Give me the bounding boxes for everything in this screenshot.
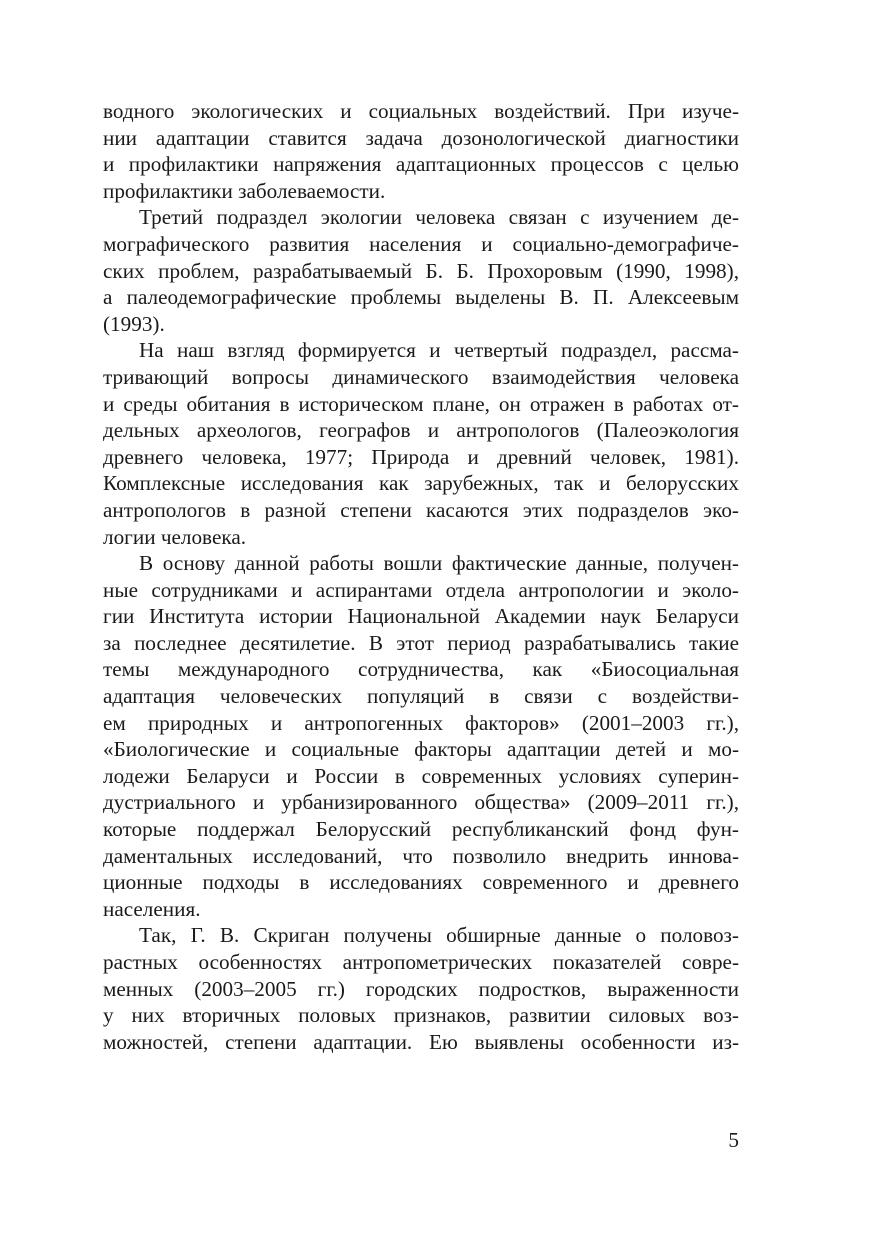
text-line: ем природных и антропогенных факторов» (2001–2003 гг.),	[103, 710, 739, 735]
text-line: В основу данной работы вошли фактические данные, получен-	[139, 551, 739, 576]
text-line: ционные подходы в исследованиях современного и древнего	[103, 870, 739, 895]
text-line: На наш взгляд формируется и четвертый подраздел, рассма-	[139, 338, 739, 363]
text-line: у них вторичных половых признаков, развитии силовых воз-	[103, 1003, 739, 1028]
text-line: даментальных исследований, что позволило внедрить иннова-	[103, 843, 739, 868]
text-line: и профилактики напряжения адаптационных процессов с целью	[103, 152, 739, 177]
page-body	[103, 98, 739, 1055]
text-line: ные сотрудниками и аспирантами отдела антропологии и эколо-	[103, 577, 739, 602]
text-line: и среды обитания в историческом плане, он отражен в работах от-	[103, 391, 739, 416]
text-line: водного экологических и социальных воздействий. При изуче-	[103, 99, 739, 123]
text-line: дустриального и урбанизированного общества» (2009–2011 гг.),	[103, 790, 739, 815]
text-line: населения.	[103, 896, 201, 921]
text-line: нии адаптации ставится задача дозонологической диагностики	[103, 125, 739, 150]
text-line: логии человека.	[103, 524, 247, 549]
text-line: за последнее десятилетие. В этот период разрабатывались такие	[103, 630, 739, 655]
text-line: (1993).	[103, 311, 165, 336]
text-line: лодежи Беларуси и России в современных условиях суперин-	[103, 763, 739, 788]
paragraph-third-subsection	[103, 204, 739, 337]
text-line: растных особенностях антропометрических показателей совре-	[103, 950, 739, 974]
paragraph-skrigan-data	[103, 922, 739, 1055]
text-line: древнего человека, 1977; Природа и древний человек, 1981).	[103, 444, 739, 469]
text-line: тривающий вопросы динамического взаимодействия человека	[103, 364, 739, 389]
text-line: адаптация человеческих популяций в связи с воздействи-	[103, 684, 739, 709]
text-line: а палеодемографические проблемы выделены В. П. Алексеевым	[103, 285, 739, 310]
text-line: дельных археологов, географов и антропологов (Палеоэкология	[103, 418, 739, 443]
text-line: менных (2003–2005 гг.) городских подростков, выраженности	[103, 976, 739, 1001]
text-line: Третий подраздел экологии человека связан с изучением де-	[139, 205, 739, 230]
text-line: которые поддержал Белорусский республиканский фонд фун-	[103, 817, 739, 842]
text-line: темы международного сотрудничества, как «Биосоциальная	[103, 657, 739, 682]
text-line: ских проблем, разрабатываемый Б. Б. Прохоровым (1990, 1998),	[103, 258, 739, 283]
text-line: мографического развития населения и социально-демографиче-	[103, 231, 739, 256]
paragraph-fourth-subsection	[103, 337, 739, 550]
page-number: 5	[728, 1128, 739, 1152]
text-line: можностей, степени адаптации. Ею выявлены особенности из-	[103, 1029, 739, 1054]
paragraph-research-basis	[103, 550, 739, 922]
text-line: антропологов в разной степени касаются этих подразделов эко-	[103, 497, 739, 522]
text-line: Комплексные исследования как зарубежных, так и белорусских	[103, 471, 739, 496]
text-line: Так, Г. В. Скриган получены обширные данные о половоз-	[139, 923, 739, 948]
paragraph-adaptation-end	[103, 98, 739, 204]
text-line: профилактики заболеваемости.	[103, 178, 386, 203]
text-line: гии Института истории Национальной Академии наук Беларуси	[103, 604, 739, 629]
text-line: «Биологические и социальные факторы адаптации детей и мо-	[103, 737, 739, 762]
